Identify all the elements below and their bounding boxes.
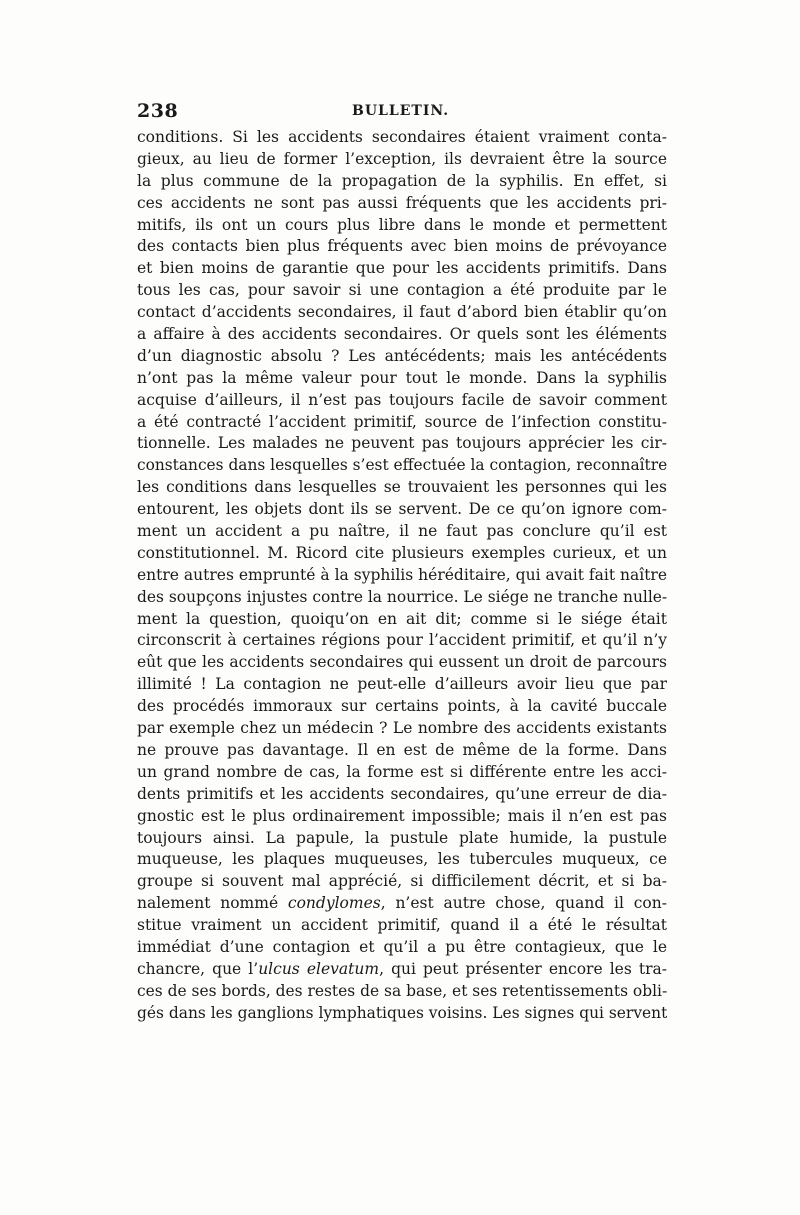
text-line: les conditions dans lesquelles se trouvaient les personnes qui les bbox=[137, 478, 667, 497]
text-line: des soupçons injustes contre la nourrice. Le siége ne tranche nulle- bbox=[137, 587, 667, 606]
text-line: groupe si souvent mal apprécié, si difficilement décrit, et si ba- bbox=[137, 872, 667, 891]
page-number: 238 bbox=[137, 100, 179, 122]
text-line: constitutionnel. M. Ricord cite plusieurs exemples curieux, et un bbox=[137, 543, 667, 562]
text-line: eût que les accidents secondaires qui eussent un droit de parcours bbox=[137, 653, 667, 672]
text-line: mitifs, ils ont un cours plus libre dans le monde et permettent bbox=[137, 215, 667, 234]
text-line: contact d’accidents secondaires, il faut d’abord bien établir qu’on bbox=[137, 303, 667, 322]
text-line: par exemple chez un médecin ? Le nombre des accidents existants bbox=[137, 719, 667, 738]
text-line: immédiat d’une contagion et qu’il a pu être contagieux, que le bbox=[137, 937, 667, 956]
text-line: et bien moins de garantie que pour les accidents primitifs. Dans bbox=[137, 259, 667, 278]
text-line: ne prouve pas davantage. Il en est de même de la forme. Dans bbox=[137, 740, 667, 759]
text-line: illimité ! La contagion ne peut-elle d’ailleurs avoir lieu que par bbox=[137, 675, 667, 694]
text-line: stitue vraiment un accident primitif, quand il a été le résultat bbox=[137, 916, 667, 935]
text-line: gieux, au lieu de former l’exception, ils devraient être la source bbox=[137, 149, 667, 168]
text-line: entre autres emprunté à la syphilis héréditaire, qui avait fait naître bbox=[137, 565, 667, 584]
text-line: ces de ses bords, des restes de sa base, et ses retentissements obli- bbox=[137, 981, 667, 1000]
text-line: conditions. Si les accidents secondaires étaient vraiment conta- bbox=[137, 128, 667, 146]
running-title: BULLETIN. bbox=[352, 103, 450, 119]
text-line: a affaire à des accidents secondaires. Or quels sont les éléments bbox=[137, 325, 667, 344]
text-line: acquise d’ailleurs, il n’est pas toujours facile de savoir comment bbox=[137, 390, 667, 409]
text-line: constances dans lesquelles s’est effectuée la contagion, reconnaître bbox=[137, 456, 667, 475]
text-line: toujours ainsi. La papule, la pustule plate humide, la pustule bbox=[137, 828, 667, 847]
text-line: la plus commune de la propagation de la syphilis. En effet, si bbox=[137, 171, 667, 190]
text-line: ment la question, quoiqu’on en ait dit; comme si le siége était bbox=[137, 609, 667, 628]
italic-term: condylomes bbox=[287, 894, 381, 913]
text-line: des procédés immoraux sur certains points, à la cavité buccale bbox=[137, 697, 667, 716]
text-line: ces accidents ne sont pas aussi fréquents que les accidents pri- bbox=[137, 193, 667, 212]
text-line: un grand nombre de cas, la forme est si différente entre les acci- bbox=[137, 762, 667, 781]
text-line: n’ont pas la même valeur pour tout le monde. Dans la syphilis bbox=[137, 368, 667, 387]
text-line: des contacts bien plus fréquents avec bien moins de prévoyance bbox=[137, 237, 667, 256]
text-line: tous les cas, pour savoir si une contagion a été produite par le bbox=[137, 281, 667, 300]
text-line: entourent, les objets dont ils se servent. De ce qu’on ignore com- bbox=[137, 500, 667, 519]
text-line: ment un accident a pu naître, il ne faut pas conclure qu’il est bbox=[137, 522, 667, 541]
running-head bbox=[137, 100, 667, 124]
text-line: gnostic est le plus ordinairement impossible; mais il n’en est pas bbox=[137, 806, 667, 825]
text-line: nalement nommé condylomes, n’est autre chose, quand il con- bbox=[137, 894, 667, 913]
text-line: d’un diagnostic absolu ? Les antécédents; mais les antécédents bbox=[137, 346, 667, 365]
text-line: gés dans les ganglions lymphatiques voisins. Les signes qui servent bbox=[137, 1003, 667, 1022]
text-line: circonscrit à certaines régions pour l’accident primitif, et qu’il n’y bbox=[137, 631, 667, 650]
text-line: tionnelle. Les malades ne peuvent pas toujours apprécier les cir- bbox=[137, 434, 667, 453]
text-line: chancre, que l’ulcus elevatum, qui peut présenter encore les tra- bbox=[137, 959, 667, 978]
text-line: a été contracté l’accident primitif, source de l’infection constitu- bbox=[137, 412, 667, 431]
text-line: dents primitifs et les accidents secondaires, qu’une erreur de dia- bbox=[137, 784, 667, 803]
body-text bbox=[137, 127, 667, 1025]
text-line: muqueuse, les plaques muqueuses, les tubercules muqueux, ce bbox=[137, 850, 667, 869]
italic-term: ulcus elevatum bbox=[258, 959, 380, 978]
